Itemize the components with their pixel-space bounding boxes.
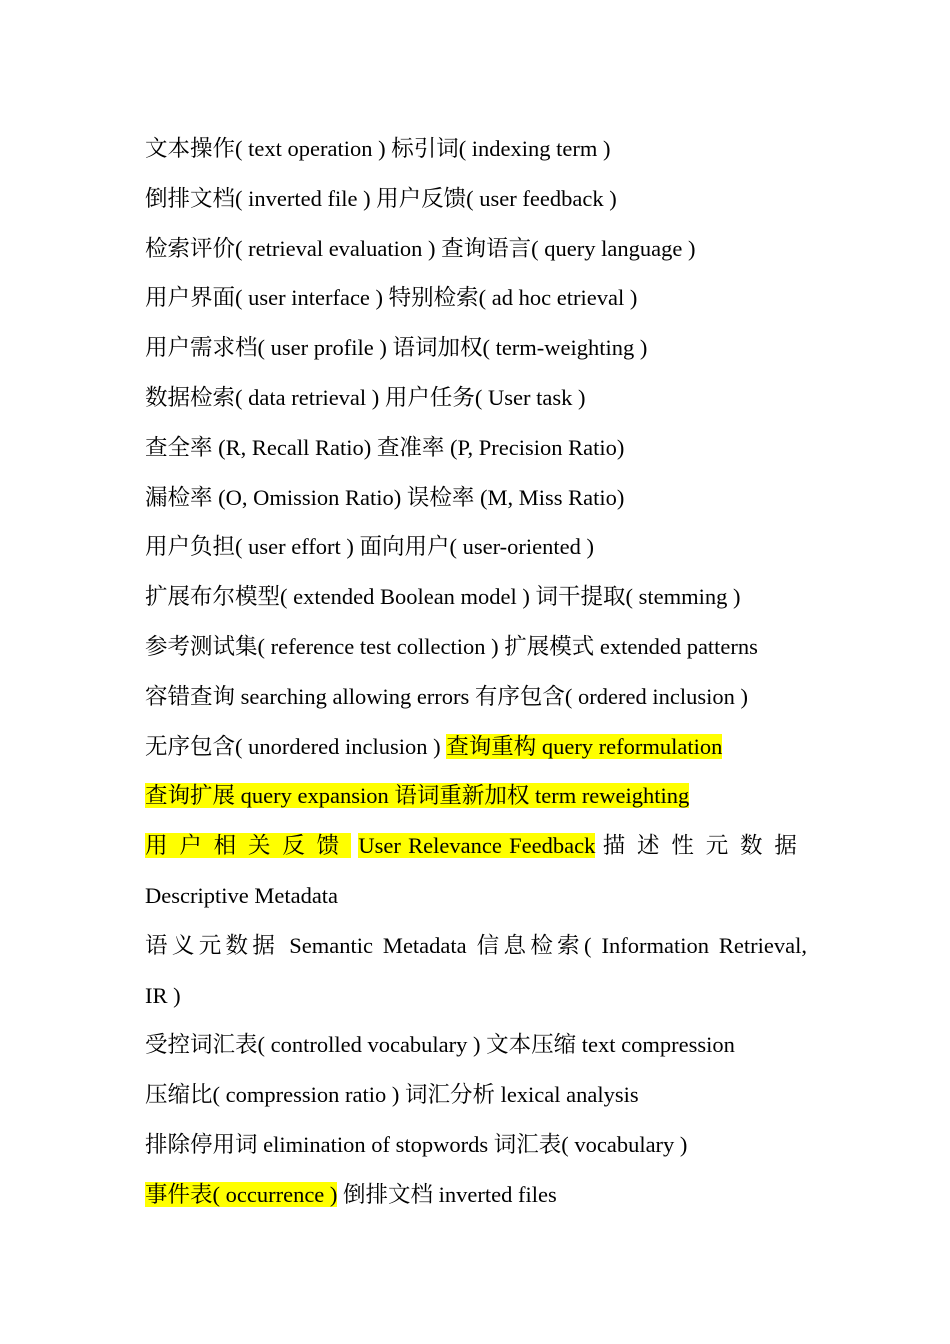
glossary-line [145, 1020, 807, 1070]
glossary-line [145, 722, 807, 772]
highlighted-term: 查询重构 query reformulation [446, 733, 723, 759]
term-text: 描述性元数据 [602, 833, 807, 859]
glossary-line [145, 971, 807, 1021]
glossary-line [145, 273, 807, 323]
glossary-line [145, 373, 807, 423]
glossary-line [145, 821, 807, 871]
term-text: 语义元数据 [145, 932, 280, 958]
glossary-line [145, 423, 807, 473]
term-text: 参考测试集( reference test collection ) 扩展模式 extended patterns [145, 633, 758, 659]
glossary-line [145, 1120, 807, 1170]
glossary-text-block [145, 124, 807, 1220]
term-text: 无序包含( unordered inclusion ) [145, 733, 447, 759]
term-text: 文本操作( text operation ) 标引词( indexing term ) [145, 136, 611, 161]
term-text: 倒排文档 inverted files [337, 1181, 557, 1207]
term-text: Descriptive Metadata [145, 882, 339, 908]
glossary-line [145, 921, 807, 971]
glossary-line [145, 323, 807, 373]
highlighted-term: User Relevance Feedback [358, 833, 596, 859]
glossary-line [145, 124, 807, 174]
glossary-line [145, 572, 807, 622]
highlighted-term: 事件表( occurrence ) [145, 1181, 338, 1207]
term-text: 信息检索( Information Retrieval, [476, 932, 807, 958]
term-text: 用户界面( user interface ) 特别检索( ad hoc etrieval ) [145, 285, 638, 311]
glossary-line [145, 771, 807, 821]
term-text: Semantic Metadata [289, 932, 467, 958]
term-text: 容错查询 searching allowing errors 有序包含( ordered inclusion ) [145, 683, 748, 709]
glossary-line [145, 622, 807, 672]
glossary-line [145, 522, 807, 572]
term-text: 查全率 (R, Recall Ratio) 查准率 (P, Precision Ratio) [145, 434, 625, 460]
term-text: 检索评价( retrieval evaluation ) 查询语言( query language ) [145, 235, 696, 261]
term-text: 用户负担( user effort ) 面向用户( user-oriented ) [145, 534, 595, 560]
term-text: 扩展布尔模型( extended Boolean model ) 词干提取( stemming ) [145, 584, 741, 610]
highlighted-term: 查询扩展 query expansion 语词重新加权 term reweighting [145, 783, 690, 809]
glossary-line [145, 473, 807, 523]
term-text: IR ) [145, 982, 181, 1008]
glossary-line [145, 1170, 807, 1220]
term-text: 用户需求档( user profile ) 语词加权( term-weighting ) [145, 335, 648, 361]
term-text: 漏检率 (O, Omission Ratio) 误检率 (M, Miss Ratio) [145, 484, 625, 510]
term-text: 倒排文档( inverted file ) 用户反馈( user feedback ) [145, 185, 617, 211]
glossary-line [145, 224, 807, 274]
highlighted-term: 用户相关反馈 [145, 833, 351, 859]
term-text: 排除停用词 elimination of stopwords 词汇表( vocabulary ) [145, 1131, 688, 1157]
glossary-line [145, 672, 807, 722]
glossary-line [145, 871, 807, 921]
term-text: 数据检索( data retrieval ) 用户任务( User task ) [145, 384, 586, 410]
glossary-line [145, 174, 807, 224]
term-text: 受控词汇表( controlled vocabulary ) 文本压缩 text compression [145, 1032, 735, 1058]
term-text: 压缩比( compression ratio ) 词汇分析 lexical analysis [145, 1082, 639, 1108]
glossary-line [145, 1070, 807, 1120]
